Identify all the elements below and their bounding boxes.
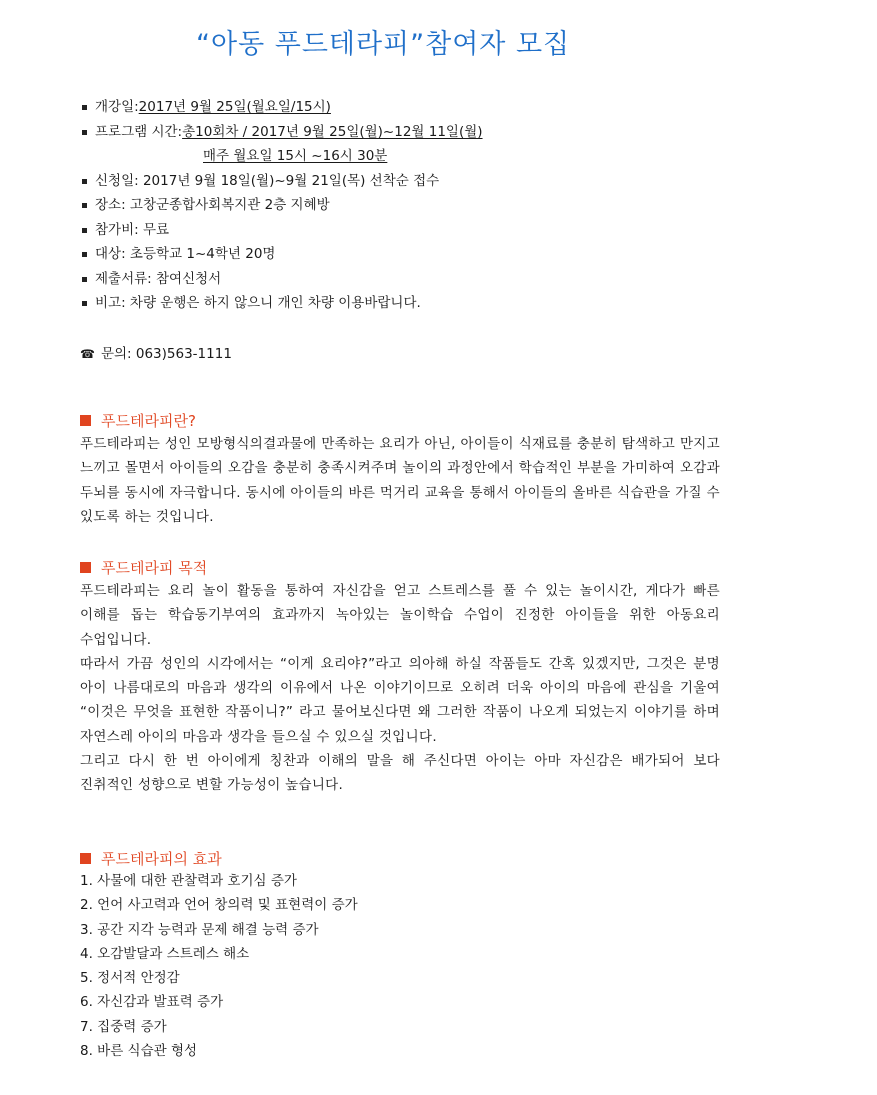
list-item: 2. 언어 사고력과 언어 창의력 및 표현력이 증가: [80, 897, 358, 914]
info-item-target: [80, 242, 483, 267]
info-item-application-period: [80, 169, 483, 194]
effects-list: [80, 869, 720, 1063]
list-item: 6. 자신감과 발표력 증가: [80, 994, 224, 1011]
info-item-note: [80, 291, 483, 316]
list-item: 8. 바른 식습관 형성: [80, 1043, 198, 1060]
section-heading: [80, 409, 720, 431]
info-text: 참가비: 무료: [95, 221, 170, 238]
bullet-icon: [82, 179, 87, 184]
bullet-icon: [82, 277, 87, 282]
list-item: 4. 오감발달과 스트레스 해소: [80, 945, 250, 962]
info-text: 신청일: 2017년 9월 18일(월)~9월 21일(목) 선착순 접수: [95, 172, 440, 189]
list-item: 5. 정서적 안정감: [80, 970, 180, 987]
contact-line: [80, 342, 232, 362]
info-text: 대상: 초등학교 1~4학년 20명: [95, 246, 276, 262]
section-what-is-food-therapy: [80, 409, 720, 529]
info-item-location: [80, 193, 483, 218]
section-paragraph: 그리고 다시 한 번 아이에게 칭찬과 이해의 말을 해 주신다면 아이는 아마 자신감은 배가되어 보다 진취적인 성향으로 변할 가능성이 높습니다.: [80, 753, 720, 794]
info-item-start-date: [80, 95, 483, 120]
info-label: 프로그램 시간:: [95, 123, 183, 140]
info-text: 제출서류: 참여신청서: [95, 270, 222, 287]
section-heading-text: 푸드테라피 목적: [101, 558, 208, 577]
bullet-icon: [82, 301, 87, 306]
list-item: 3. 공간 지각 능력과 문제 해결 능력 증가: [80, 921, 319, 938]
list-item: 1. 사물에 대한 관찰력과 호기심 증가: [80, 873, 297, 889]
square-bullet-icon: [80, 853, 91, 864]
info-item-fee: [80, 218, 483, 243]
square-bullet-icon: [80, 415, 91, 426]
list-item: 7. 집중력 증가: [80, 1018, 167, 1035]
info-value: 매주 월요일 15시 ~16시 30분: [203, 148, 388, 164]
section-paragraph: 따라서 가끔 성인의 시각에서는 “이게 요리야?”라고 의아해 하실 작품들도 간혹 있겠지만, 그것은 분명 아이 나름대로의 마음과 생각의 이유에서 나온 이야기이므로 오히려 더욱 아이의 마음에 관심을 기울여 “이것은 무엇을 표현한 작품이니?” 라고 물어보신다면 왜 그러한 작품이 나오게 되었는지 이야기를 하며 자연스레 아이의 마음과 생각을 들으실 수 있으실 것입니다.: [80, 655, 720, 745]
section-paragraph: 푸드테라피는 요리 놀이 활동을 통하여 자신감을 얻고 스트레스를 풀 수 있는 놀이시간, 게다가 빠른 이해를 돕는 학습동기부여의 효과까지 녹아있는 놀이학습 수업이 진정한 아이들을 위한 아동요리 수업입니다.: [80, 583, 720, 648]
contact-text: 문의: 063)563-1111: [100, 346, 232, 362]
info-text: 장소: 고창군종합사회복지관 2층 지혜방: [95, 197, 330, 213]
bullet-icon: [82, 252, 87, 257]
bullet-icon: [82, 228, 87, 233]
section-heading-text: 푸드테라피란?: [101, 411, 196, 430]
section-food-therapy-effects: [80, 847, 720, 1063]
section-heading: [80, 847, 720, 869]
bullet-icon: [82, 130, 87, 135]
bullet-icon: [82, 203, 87, 208]
info-item-documents: [80, 267, 483, 292]
section-heading-text: 푸드테라피의 효과: [101, 849, 222, 868]
bullet-icon: [82, 105, 87, 110]
section-paragraph: 푸드테라피는 성인 모방형식의결과물에 만족하는 요리가 아닌, 아이들이 식재료를 충분히 탐색하고 만지고 느끼고 몰면서 아이들의 오감을 충분히 충족시켜주며 놀이의 과정안에서 학습적인 부분을 가미하여 오감과 두뇌를 동시에 자극합니다. 동시에 아이들의 바른 먹거리 교육을 통해서 아이들의 올바른 식습관을 가질 수 있도록 하는 것입니다.: [80, 436, 720, 525]
info-item-program-time: [80, 120, 483, 145]
recruitment-info-list: [80, 95, 483, 316]
info-value: 2017년 9월 25일(월요일/15시): [138, 99, 331, 115]
square-bullet-icon: [80, 562, 91, 573]
telephone-icon: ☎: [80, 347, 95, 361]
section-food-therapy-purpose: [80, 556, 720, 798]
info-value: 총10회차 / 2017년 9월 25일(월)~12월 11일(월): [182, 123, 483, 140]
info-text: 비고: 차량 운행은 하지 않으니 개인 차량 이용바랍니다.: [95, 295, 421, 311]
info-item-program-time-continuation: [80, 144, 483, 169]
info-label: 개강일:: [95, 99, 139, 115]
section-heading: [80, 556, 720, 578]
page-title: “아동 푸드테라피”참여자 모집: [196, 29, 571, 60]
